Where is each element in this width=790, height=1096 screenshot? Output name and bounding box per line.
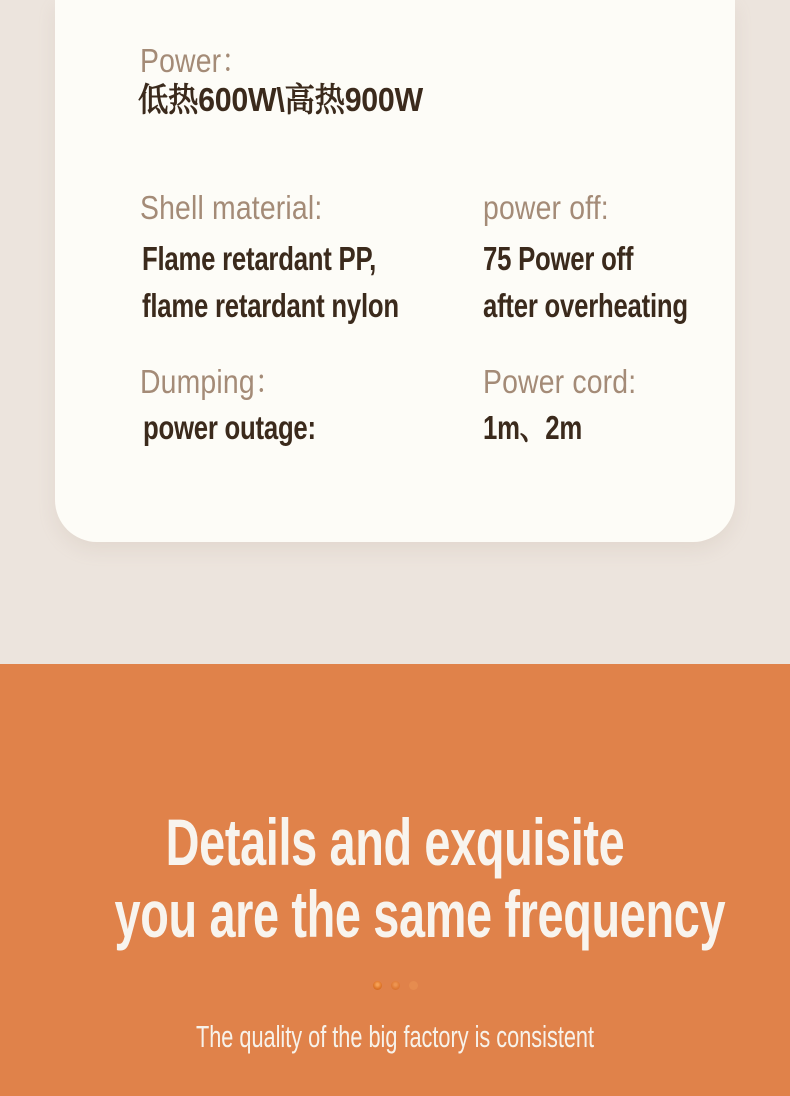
power-label: Power： xyxy=(140,42,250,79)
carousel-dots xyxy=(0,981,790,990)
hero-subtitle: The quality of the big factory is consistent xyxy=(195,1019,595,1054)
power-cord-value: 1m、2m xyxy=(483,409,582,446)
carousel-dot-3 xyxy=(409,981,418,990)
power-off-value-line2: after overheating xyxy=(483,287,688,324)
dumping-value: power outage: xyxy=(143,409,316,446)
shell-material-label: Shell material: xyxy=(140,189,323,226)
hero-title xyxy=(0,806,790,950)
shell-material-value-line1: Flame retardant PP, xyxy=(142,240,376,277)
shell-material-value-line2: flame retardant nylon xyxy=(142,287,399,324)
power-cord-label: Power cord: xyxy=(483,363,637,400)
power-off-value-line1: 75 Power off xyxy=(483,240,634,277)
hero-title-line2: you are the same frequency xyxy=(114,877,726,951)
carousel-dot-2 xyxy=(391,981,400,990)
power-off-label: power off: xyxy=(483,189,609,226)
hero-section xyxy=(0,664,790,1096)
product-spec-card xyxy=(55,0,735,542)
carousel-dot-1 xyxy=(373,981,382,990)
dumping-label: Dumping： xyxy=(140,363,284,400)
power-value: 低热600W\高热900W xyxy=(138,81,423,118)
hero-title-line1: Details and exquisite xyxy=(165,805,625,879)
